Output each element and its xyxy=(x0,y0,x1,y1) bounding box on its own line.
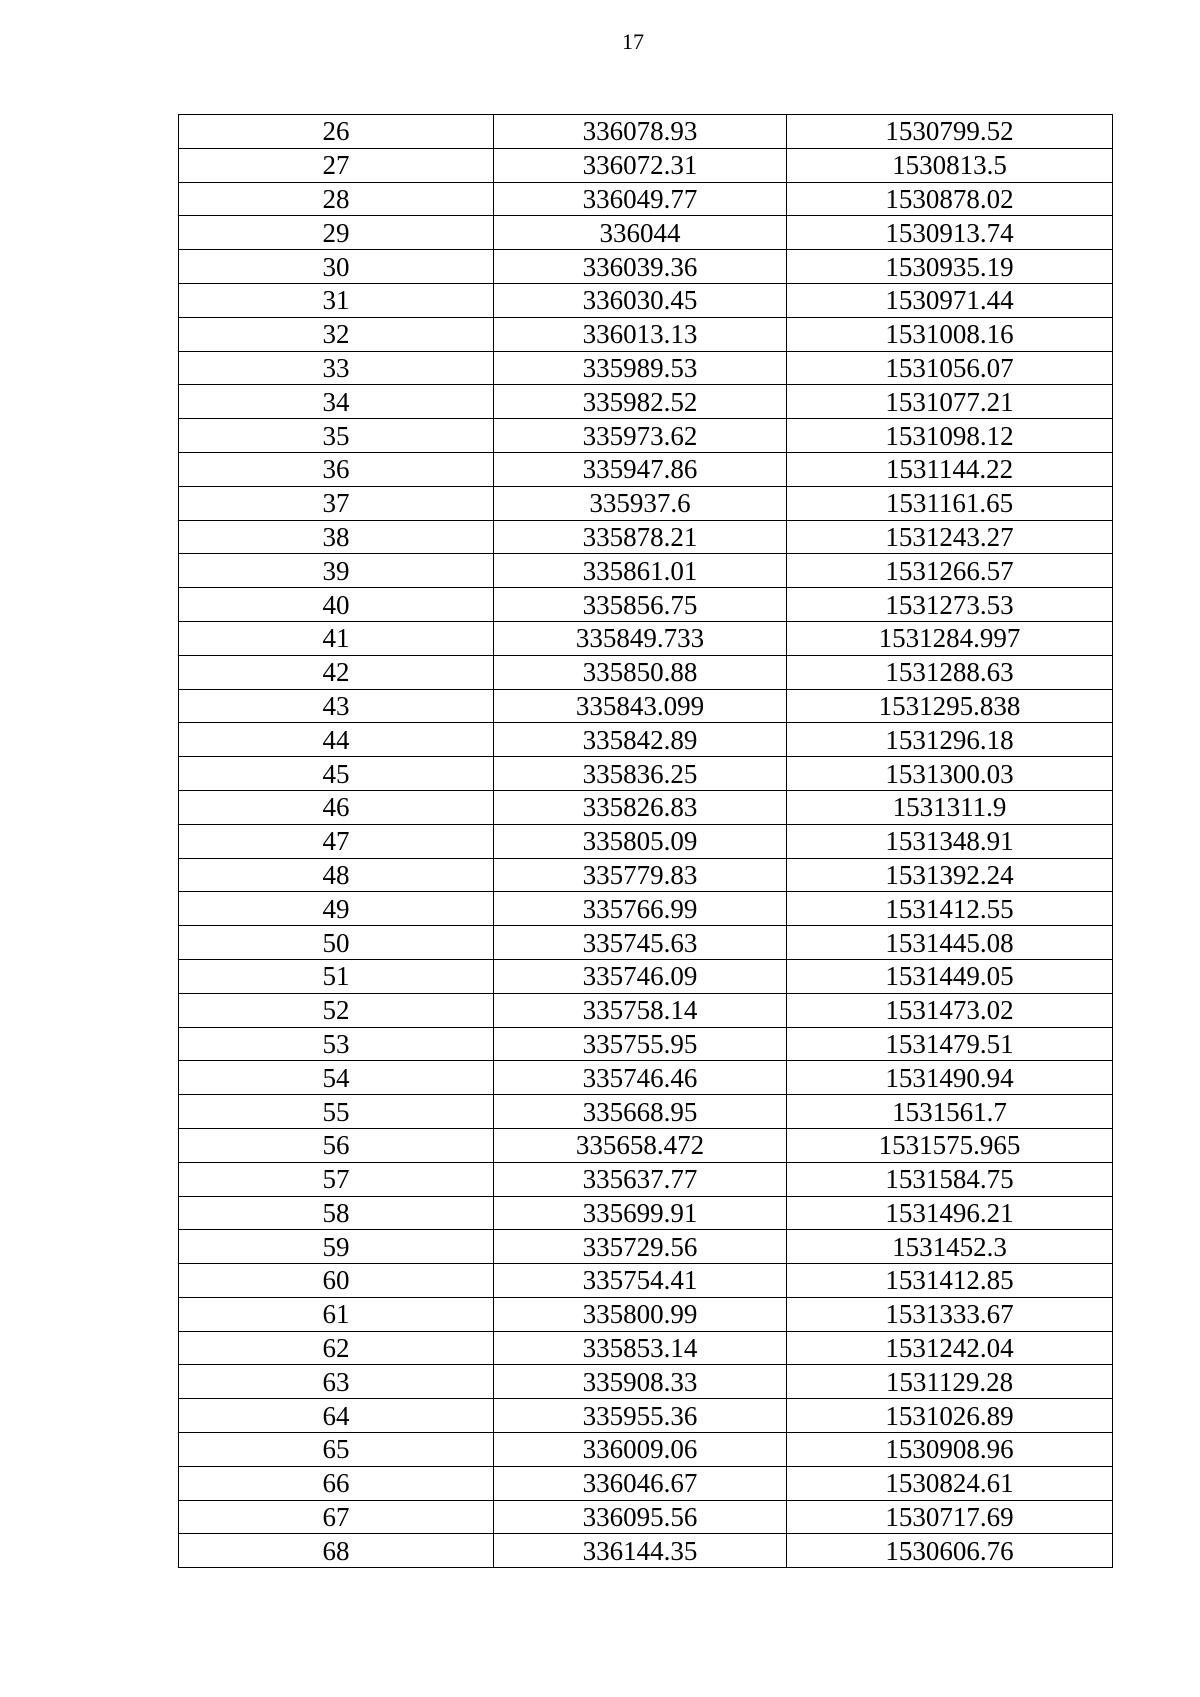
y-coordinate-cell: 1531295.838 xyxy=(787,689,1113,723)
point-number-cell: 46 xyxy=(179,790,494,824)
x-coordinate-cell: 335849.733 xyxy=(494,621,787,655)
x-coordinate-cell: 335755.95 xyxy=(494,1027,787,1061)
y-coordinate-cell: 1531284.997 xyxy=(787,621,1113,655)
point-number-cell: 53 xyxy=(179,1027,494,1061)
point-number-cell: 32 xyxy=(179,317,494,351)
table-row xyxy=(179,1365,1113,1399)
point-number-cell: 62 xyxy=(179,1331,494,1365)
table-row xyxy=(179,689,1113,723)
point-number-cell: 33 xyxy=(179,351,494,385)
point-number-cell: 66 xyxy=(179,1466,494,1500)
x-coordinate-cell: 335850.88 xyxy=(494,655,787,689)
y-coordinate-cell: 1531300.03 xyxy=(787,757,1113,791)
table-row xyxy=(179,621,1113,655)
point-number-cell: 35 xyxy=(179,419,494,453)
y-coordinate-cell: 1531490.94 xyxy=(787,1061,1113,1095)
table-row xyxy=(179,554,1113,588)
table-row xyxy=(179,148,1113,182)
table-row xyxy=(179,1196,1113,1230)
point-number-cell: 61 xyxy=(179,1297,494,1331)
point-number-cell: 40 xyxy=(179,588,494,622)
y-coordinate-cell: 1531273.53 xyxy=(787,588,1113,622)
point-number-cell: 34 xyxy=(179,385,494,419)
table-row xyxy=(179,1534,1113,1568)
y-coordinate-cell: 1531412.85 xyxy=(787,1264,1113,1298)
table-row xyxy=(179,790,1113,824)
table-row xyxy=(179,1061,1113,1095)
x-coordinate-cell: 335947.86 xyxy=(494,452,787,486)
x-coordinate-cell: 335745.63 xyxy=(494,926,787,960)
table-row xyxy=(179,959,1113,993)
point-number-cell: 57 xyxy=(179,1162,494,1196)
x-coordinate-cell: 335878.21 xyxy=(494,520,787,554)
x-coordinate-cell: 335746.09 xyxy=(494,959,787,993)
y-coordinate-cell: 1531026.89 xyxy=(787,1399,1113,1433)
y-coordinate-cell: 1531445.08 xyxy=(787,926,1113,960)
table-row xyxy=(179,452,1113,486)
y-coordinate-cell: 1531098.12 xyxy=(787,419,1113,453)
point-number-cell: 67 xyxy=(179,1500,494,1534)
x-coordinate-cell: 335766.99 xyxy=(494,892,787,926)
x-coordinate-cell: 335861.01 xyxy=(494,554,787,588)
point-number-cell: 55 xyxy=(179,1095,494,1129)
y-coordinate-cell: 1531452.3 xyxy=(787,1230,1113,1264)
x-coordinate-cell: 335658.472 xyxy=(494,1128,787,1162)
table-row xyxy=(179,1466,1113,1500)
y-coordinate-cell: 1530606.76 xyxy=(787,1534,1113,1568)
x-coordinate-cell: 335746.46 xyxy=(494,1061,787,1095)
y-coordinate-cell: 1531561.7 xyxy=(787,1095,1113,1129)
x-coordinate-cell: 335699.91 xyxy=(494,1196,787,1230)
table-row xyxy=(179,250,1113,284)
y-coordinate-cell: 1531266.57 xyxy=(787,554,1113,588)
x-coordinate-cell: 335668.95 xyxy=(494,1095,787,1129)
table-row xyxy=(179,993,1113,1027)
x-coordinate-cell: 335982.52 xyxy=(494,385,787,419)
x-coordinate-cell: 335955.36 xyxy=(494,1399,787,1433)
x-coordinate-cell: 335758.14 xyxy=(494,993,787,1027)
point-number-cell: 42 xyxy=(179,655,494,689)
x-coordinate-cell: 335637.77 xyxy=(494,1162,787,1196)
point-number-cell: 28 xyxy=(179,182,494,216)
y-coordinate-cell: 1531296.18 xyxy=(787,723,1113,757)
table-row xyxy=(179,385,1113,419)
point-number-cell: 54 xyxy=(179,1061,494,1095)
table-row xyxy=(179,1500,1113,1534)
y-coordinate-cell: 1530908.96 xyxy=(787,1433,1113,1467)
y-coordinate-cell: 1531008.16 xyxy=(787,317,1113,351)
table-row xyxy=(179,1230,1113,1264)
y-coordinate-cell: 1530878.02 xyxy=(787,182,1113,216)
y-coordinate-cell: 1531479.51 xyxy=(787,1027,1113,1061)
x-coordinate-cell: 336009.06 xyxy=(494,1433,787,1467)
point-number-cell: 48 xyxy=(179,858,494,892)
table-row xyxy=(179,1433,1113,1467)
table-row xyxy=(179,757,1113,791)
x-coordinate-cell: 335843.099 xyxy=(494,689,787,723)
table-row xyxy=(179,283,1113,317)
table-row xyxy=(179,1297,1113,1331)
point-number-cell: 60 xyxy=(179,1264,494,1298)
y-coordinate-cell: 1531161.65 xyxy=(787,486,1113,520)
point-number-cell: 37 xyxy=(179,486,494,520)
point-number-cell: 64 xyxy=(179,1399,494,1433)
y-coordinate-cell: 1531129.28 xyxy=(787,1365,1113,1399)
x-coordinate-cell: 336044 xyxy=(494,216,787,250)
y-coordinate-cell: 1531348.91 xyxy=(787,824,1113,858)
point-number-cell: 59 xyxy=(179,1230,494,1264)
table-row xyxy=(179,115,1113,149)
table-row xyxy=(179,892,1113,926)
table-row xyxy=(179,1027,1113,1061)
y-coordinate-cell: 1531496.21 xyxy=(787,1196,1113,1230)
y-coordinate-cell: 1530799.52 xyxy=(787,115,1113,149)
point-number-cell: 44 xyxy=(179,723,494,757)
y-coordinate-cell: 1530824.61 xyxy=(787,1466,1113,1500)
table-row xyxy=(179,1399,1113,1433)
y-coordinate-cell: 1530935.19 xyxy=(787,250,1113,284)
x-coordinate-cell: 335805.09 xyxy=(494,824,787,858)
y-coordinate-cell: 1531242.04 xyxy=(787,1331,1113,1365)
y-coordinate-cell: 1530813.5 xyxy=(787,148,1113,182)
x-coordinate-cell: 335853.14 xyxy=(494,1331,787,1365)
x-coordinate-cell: 335973.62 xyxy=(494,419,787,453)
x-coordinate-cell: 335779.83 xyxy=(494,858,787,892)
point-number-cell: 52 xyxy=(179,993,494,1027)
point-number-cell: 68 xyxy=(179,1534,494,1568)
table-row xyxy=(179,486,1113,520)
point-number-cell: 56 xyxy=(179,1128,494,1162)
point-number-cell: 27 xyxy=(179,148,494,182)
x-coordinate-cell: 336078.93 xyxy=(494,115,787,149)
y-coordinate-cell: 1531144.22 xyxy=(787,452,1113,486)
point-number-cell: 31 xyxy=(179,283,494,317)
point-number-cell: 51 xyxy=(179,959,494,993)
x-coordinate-cell: 335800.99 xyxy=(494,1297,787,1331)
x-coordinate-cell: 336144.35 xyxy=(494,1534,787,1568)
x-coordinate-cell: 336049.77 xyxy=(494,182,787,216)
table-row xyxy=(179,926,1113,960)
y-coordinate-cell: 1531333.67 xyxy=(787,1297,1113,1331)
x-coordinate-cell: 335754.41 xyxy=(494,1264,787,1298)
x-coordinate-cell: 335989.53 xyxy=(494,351,787,385)
y-coordinate-cell: 1531056.07 xyxy=(787,351,1113,385)
point-number-cell: 39 xyxy=(179,554,494,588)
coordinates-table-body xyxy=(179,115,1113,1568)
point-number-cell: 58 xyxy=(179,1196,494,1230)
point-number-cell: 41 xyxy=(179,621,494,655)
table-row xyxy=(179,824,1113,858)
table-row xyxy=(179,1264,1113,1298)
x-coordinate-cell: 335842.89 xyxy=(494,723,787,757)
table-row xyxy=(179,520,1113,554)
x-coordinate-cell: 335729.56 xyxy=(494,1230,787,1264)
table-row xyxy=(179,182,1113,216)
y-coordinate-cell: 1531449.05 xyxy=(787,959,1113,993)
x-coordinate-cell: 335937.6 xyxy=(494,486,787,520)
y-coordinate-cell: 1531392.24 xyxy=(787,858,1113,892)
table-row xyxy=(179,419,1113,453)
point-number-cell: 30 xyxy=(179,250,494,284)
table-row xyxy=(179,655,1113,689)
y-coordinate-cell: 1531584.75 xyxy=(787,1162,1113,1196)
y-coordinate-cell: 1531575.965 xyxy=(787,1128,1113,1162)
point-number-cell: 49 xyxy=(179,892,494,926)
x-coordinate-cell: 335908.33 xyxy=(494,1365,787,1399)
table-row xyxy=(179,723,1113,757)
table-row xyxy=(179,1331,1113,1365)
page-number: 17 xyxy=(622,29,644,54)
point-number-cell: 45 xyxy=(179,757,494,791)
y-coordinate-cell: 1530717.69 xyxy=(787,1500,1113,1534)
point-number-cell: 47 xyxy=(179,824,494,858)
y-coordinate-cell: 1531412.55 xyxy=(787,892,1113,926)
point-number-cell: 36 xyxy=(179,452,494,486)
x-coordinate-cell: 335826.83 xyxy=(494,790,787,824)
x-coordinate-cell: 336013.13 xyxy=(494,317,787,351)
point-number-cell: 26 xyxy=(179,115,494,149)
x-coordinate-cell: 335856.75 xyxy=(494,588,787,622)
x-coordinate-cell: 336095.56 xyxy=(494,1500,787,1534)
point-number-cell: 43 xyxy=(179,689,494,723)
x-coordinate-cell: 335836.25 xyxy=(494,757,787,791)
point-number-cell: 63 xyxy=(179,1365,494,1399)
coordinates-table xyxy=(178,114,1113,1568)
x-coordinate-cell: 336046.67 xyxy=(494,1466,787,1500)
table-row xyxy=(179,1095,1113,1129)
y-coordinate-cell: 1531243.27 xyxy=(787,520,1113,554)
table-row xyxy=(179,1162,1113,1196)
table-row xyxy=(179,1128,1113,1162)
table-row xyxy=(179,858,1113,892)
point-number-cell: 65 xyxy=(179,1433,494,1467)
y-coordinate-cell: 1530913.74 xyxy=(787,216,1113,250)
table-row xyxy=(179,317,1113,351)
y-coordinate-cell: 1531311.9 xyxy=(787,790,1113,824)
y-coordinate-cell: 1531288.63 xyxy=(787,655,1113,689)
x-coordinate-cell: 336030.45 xyxy=(494,283,787,317)
point-number-cell: 50 xyxy=(179,926,494,960)
x-coordinate-cell: 336039.36 xyxy=(494,250,787,284)
y-coordinate-cell: 1530971.44 xyxy=(787,283,1113,317)
x-coordinate-cell: 336072.31 xyxy=(494,148,787,182)
point-number-cell: 38 xyxy=(179,520,494,554)
y-coordinate-cell: 1531077.21 xyxy=(787,385,1113,419)
table-row xyxy=(179,351,1113,385)
y-coordinate-cell: 1531473.02 xyxy=(787,993,1113,1027)
table-row xyxy=(179,588,1113,622)
table-row xyxy=(179,216,1113,250)
point-number-cell: 29 xyxy=(179,216,494,250)
